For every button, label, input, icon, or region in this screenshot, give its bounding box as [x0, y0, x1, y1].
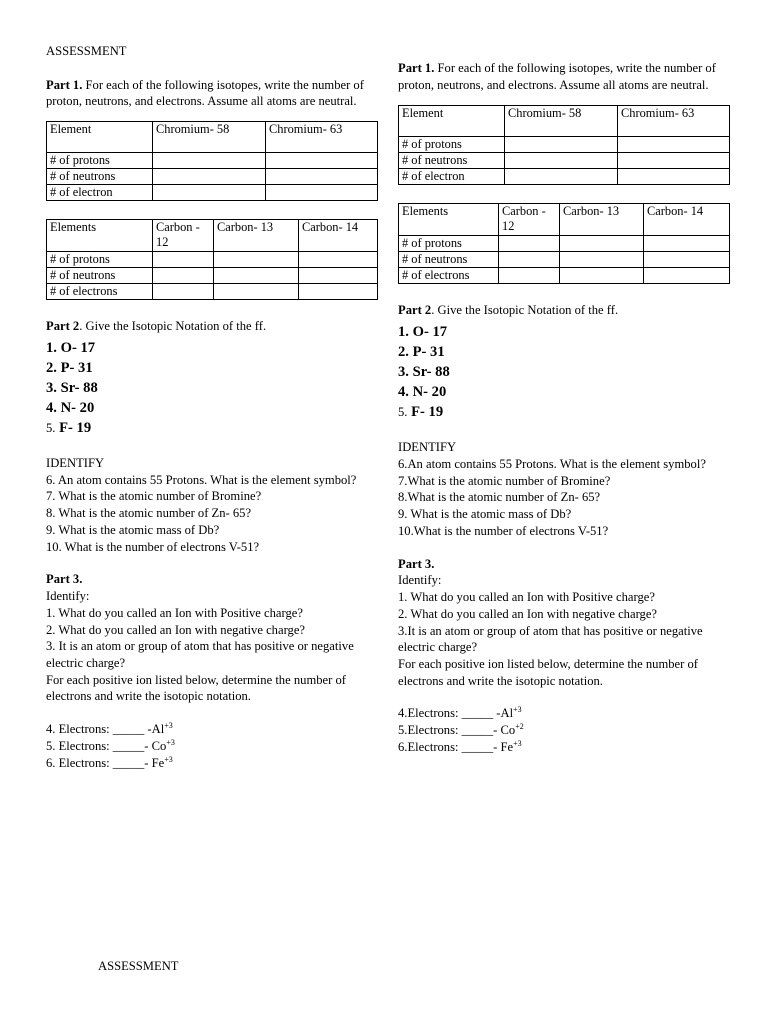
table-header-row	[399, 204, 730, 236]
row-label: # of electron	[399, 169, 505, 185]
question: 9. What is the atomic mass of Db?	[46, 522, 220, 537]
answer-cell[interactable]	[153, 185, 266, 201]
part3-sub: Identify:	[46, 589, 90, 604]
answer-cell[interactable]	[505, 153, 618, 169]
part2-text: . Give the Isotopic Notation of the ff.	[431, 303, 619, 318]
identify-label: IDENTIFY	[46, 455, 105, 470]
table-row	[47, 169, 378, 185]
answer-cell[interactable]	[560, 236, 644, 252]
answer-cell[interactable]	[499, 236, 560, 252]
table-header-row	[399, 106, 730, 137]
isotope-list	[398, 322, 730, 422]
part2-text: . Give the Isotopic Notation of the ff.	[79, 319, 267, 334]
table-row	[47, 268, 378, 284]
chromium-table	[46, 121, 378, 201]
answer-cell[interactable]	[214, 252, 299, 268]
answer-cell[interactable]	[299, 252, 378, 268]
table-row	[399, 153, 730, 169]
carbon-table	[46, 219, 378, 300]
table-row	[399, 236, 730, 252]
list-item: 4. N- 20	[46, 399, 95, 416]
part1-label: Part 1.	[46, 77, 83, 92]
ion-list	[398, 705, 730, 756]
list-item: 4.Electrons: _____ $-Al^{+3}$	[398, 705, 522, 721]
list-item: 6. Electrons: _____- $Fe^{+3}$	[46, 755, 173, 771]
list-item: 6.Electrons: _____- $Fe^{+3}$	[398, 739, 522, 755]
ion-instruction: For each positive ion listed below, determine the number of electrons and write the isotopic notation.	[398, 657, 698, 688]
row-label: # of protons	[47, 252, 153, 268]
table-header-cell: Carbon- 14	[299, 220, 378, 252]
table-row	[399, 169, 730, 185]
answer-cell[interactable]	[153, 252, 214, 268]
table-header-cell: Chromium- 63	[266, 122, 378, 153]
question: 7.What is the atomic number of Bromine?	[398, 473, 611, 488]
row-label: # of neutrons	[399, 252, 499, 268]
answer-cell[interactable]	[153, 169, 266, 185]
part2-instruction	[46, 318, 378, 335]
ion-list	[46, 721, 378, 772]
table-header-cell: Carbon - 12	[499, 204, 560, 236]
list-item: 3. Sr- 88	[46, 379, 98, 396]
chromium-table	[398, 105, 730, 185]
answer-cell[interactable]	[618, 153, 730, 169]
answer-cell[interactable]	[505, 169, 618, 185]
answer-cell[interactable]	[499, 252, 560, 268]
part2-label: Part 2	[398, 303, 432, 318]
assessment-footer-heading: ASSESSMENT	[98, 959, 179, 973]
part1-label: Part 1.	[398, 61, 435, 75]
part3-label: Part 3.	[46, 572, 83, 587]
question: 6. An atom contains 55 Protons. What is the element symbol?	[46, 472, 357, 487]
table-header-cell: Carbon- 14	[644, 204, 730, 236]
table-header-cell: Element	[47, 122, 153, 153]
table-header-cell: Carbon- 13	[560, 204, 644, 236]
question: 8. What is the atomic number of Zn- 65?	[46, 506, 252, 521]
row-label: # of protons	[399, 137, 505, 153]
row-label: # of protons	[399, 236, 499, 252]
part3-sub: Identify:	[398, 573, 442, 588]
answer-cell[interactable]	[266, 169, 378, 185]
row-label: # of electrons	[399, 268, 499, 284]
part1-instruction	[398, 60, 730, 93]
list-item: 1. O- 17	[46, 339, 96, 356]
list-item: 5.Electrons: _____- $Co^{+2}$	[398, 722, 524, 738]
answer-cell[interactable]	[214, 284, 299, 300]
answer-cell[interactable]	[299, 268, 378, 284]
answer-cell[interactable]	[618, 169, 730, 185]
row-label: # of electron	[47, 185, 153, 201]
answer-cell[interactable]	[266, 185, 378, 201]
part2-instruction	[398, 302, 730, 319]
answer-cell[interactable]	[153, 268, 214, 284]
question: 2. What do you called an Ion with negative charge?	[398, 606, 658, 621]
table-header-cell: Chromium- 58	[505, 106, 618, 137]
question: 1. What do you called an Ion with Positive charge?	[398, 590, 655, 605]
table-header-cell: Carbon- 13	[214, 220, 299, 252]
row-label: # of neutrons	[47, 169, 153, 185]
part2-label: Part 2	[46, 319, 80, 334]
table-row	[399, 268, 730, 284]
question: 6.An atom contains 55 Protons. What is the element symbol?	[398, 456, 706, 471]
answer-cell[interactable]	[153, 284, 214, 300]
list-item: 5. Electrons: _____- $Co^{+3}$	[46, 738, 175, 754]
assessment-heading: ASSESSMENT	[46, 44, 127, 58]
list-item: 3. Sr- 88	[398, 364, 450, 381]
part1-text: For each of the following isotopes, write the number of proton, neutrons, and electrons. Assume all atoms are neutral.	[398, 61, 716, 92]
answer-cell[interactable]	[560, 252, 644, 268]
question: 9. What is the atomic mass of Db?	[398, 507, 572, 522]
question: 8.What is the atomic number of Zn- 65?	[398, 490, 601, 505]
identify-section	[46, 455, 378, 555]
question: 2. What do you called an Ion with negative charge?	[46, 622, 306, 637]
answer-cell[interactable]	[153, 153, 266, 169]
list-item: 4. Electrons: _____ $-Al^{+3}$	[46, 721, 173, 737]
table-header-cell: Elements	[399, 204, 499, 236]
answer-cell[interactable]	[644, 236, 730, 252]
list-item: 2. P- 31	[46, 359, 93, 376]
table-header-cell: Element	[399, 106, 505, 137]
answer-cell[interactable]	[299, 284, 378, 300]
left-column	[46, 43, 378, 772]
table-header-row	[47, 220, 378, 252]
list-item: 1. O- 17	[398, 324, 448, 341]
row-label: # of neutrons	[399, 153, 505, 169]
identify-section	[398, 439, 730, 539]
list-item: 5. F- 19	[46, 419, 92, 436]
part3-section	[398, 556, 730, 757]
row-label: # of protons	[47, 153, 153, 169]
table-header-cell: Elements	[47, 220, 153, 252]
question: 3. It is an atom or group of atom that has positive or negative electric charge?	[46, 639, 354, 671]
question: 3.It is an atom or group of atom that has positive or negative electric charge?	[398, 623, 703, 655]
answer-cell[interactable]	[505, 137, 618, 153]
answer-cell[interactable]	[644, 252, 730, 268]
question: 1. What do you called an Ion with Positive charge?	[46, 605, 303, 620]
isotope-list	[46, 338, 378, 438]
answer-cell[interactable]	[644, 268, 730, 284]
part3-section	[46, 571, 378, 772]
answer-cell[interactable]	[618, 137, 730, 153]
answer-cell[interactable]	[499, 268, 560, 284]
table-header-cell: Chromium- 63	[618, 106, 730, 137]
table-row	[399, 252, 730, 268]
table-header-cell: Chromium- 58	[153, 122, 266, 153]
identify-label: IDENTIFY	[398, 440, 457, 455]
answer-cell[interactable]	[266, 153, 378, 169]
part3-label: Part 3.	[398, 556, 435, 571]
part1-instruction	[46, 77, 378, 110]
list-item: 5. F- 19	[398, 404, 444, 421]
table-header-cell: Carbon - 12	[153, 220, 214, 252]
list-item: 2. P- 31	[398, 344, 445, 361]
table-row	[47, 284, 378, 300]
question: 7. What is the atomic number of Bromine?	[46, 489, 262, 504]
right-column	[398, 60, 730, 756]
table-row	[47, 252, 378, 268]
table-row	[399, 137, 730, 153]
table-header-row	[47, 122, 378, 153]
table-row	[47, 185, 378, 201]
part1-text: For each of the following isotopes, write the number of proton, neutrons, and electrons. Assume all atoms are neutral.	[46, 77, 364, 109]
table-row	[47, 153, 378, 169]
list-item: 4. N- 20	[398, 384, 447, 401]
row-label: # of neutrons	[47, 268, 153, 284]
question: 10.What is the number of electrons V-51?	[398, 523, 609, 538]
answer-cell[interactable]	[560, 268, 644, 284]
ion-instruction: For each positive ion listed below, determine the number of electrons and write the isotopic notation.	[46, 672, 346, 704]
row-label: # of electrons	[47, 284, 153, 300]
answer-cell[interactable]	[214, 268, 299, 284]
question: 10. What is the number of electrons V-51?	[46, 539, 260, 554]
carbon-table	[398, 203, 730, 284]
